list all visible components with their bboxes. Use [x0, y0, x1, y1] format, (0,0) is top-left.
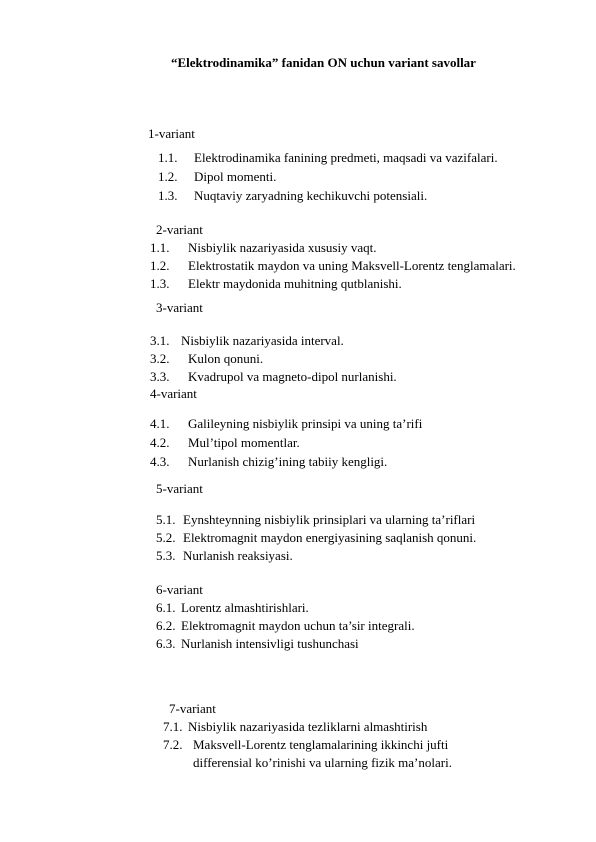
page-title: “Elektrodinamika” fanidan ON uchun variant savollar: [171, 55, 476, 70]
item-number: 6.3.: [156, 636, 176, 651]
variant-2-heading: 2-variant: [156, 222, 203, 237]
list-item: [156, 530, 476, 546]
item-number: 5.1.: [156, 512, 176, 527]
list-item: [163, 719, 427, 735]
item-text: Nurlanish chizig’ining tabiiy kengligi.: [188, 454, 388, 469]
item-number: 7.2.: [163, 737, 183, 752]
list-item: [150, 416, 422, 432]
item-text: Elektromagnit maydon energiyasining saqlanish qonuni.: [183, 530, 477, 545]
list-item: [158, 169, 276, 185]
item-text: Elektrodinamika fanining predmeti, maqsadi va vazifalari.: [194, 150, 498, 165]
item-text: Lorentz almashtirishlari.: [181, 600, 309, 615]
item-text: Nisbiylik nazariyasida tezliklarni almashtirish: [188, 719, 428, 734]
item-text: Elektr maydonida muhitning qutblanishi.: [188, 276, 402, 291]
item-number: 3.1.: [150, 333, 170, 348]
item-number: 1.2.: [158, 169, 178, 184]
item-number: 4.3.: [150, 454, 170, 469]
item-text: Galileyning nisbiylik prinsipi va uning ta’rifi: [188, 416, 423, 431]
item-number: 1.3.: [150, 276, 170, 291]
item-text: Eynshteynning nisbiylik prinsiplari va ularning ta’riflari: [183, 512, 476, 527]
list-item: [150, 351, 263, 367]
list-item: [150, 454, 387, 470]
item-text: Mul’tipol momentlar.: [188, 435, 300, 450]
list-item: [158, 150, 498, 166]
item-text: Kvadrupol va magneto-dipol nurlanishi.: [188, 369, 397, 384]
item-text: Elektromagnit maydon uchun ta’sir integrali.: [181, 618, 415, 633]
item-number: 4.1.: [150, 416, 170, 431]
list-item: [150, 435, 300, 451]
item-text: Nisbiylik nazariyasida interval.: [181, 333, 344, 348]
list-item: [158, 188, 427, 204]
list-item: [150, 276, 402, 292]
item-text: Nurlanish intensivligi tushunchasi: [181, 636, 359, 651]
item-number: 3.2.: [150, 351, 170, 366]
item-text: Dipol momenti.: [194, 169, 277, 184]
item-number: 3.3.: [150, 369, 170, 384]
item-number: 6.1.: [156, 600, 176, 615]
item-number: 1.1.: [150, 240, 170, 255]
item-text: Nisbiylik nazariyasida xususiy vaqt.: [188, 240, 377, 255]
item-text: Elektrostatik maydon va uning Maksvell-Lorentz tenglamalari.: [188, 258, 516, 273]
item-text: Nuqtaviy zaryadning kechikuvchi potensiali.: [194, 188, 428, 203]
item-number: 5.3.: [156, 548, 176, 563]
item-text: Nurlanish reaksiyasi.: [183, 548, 293, 563]
list-item: [156, 600, 309, 616]
variant-4-heading: 4-variant: [150, 386, 197, 401]
item-text: Maksvell-Lorentz tenglamalarining ikkinchi jufti: [193, 737, 449, 752]
item-number: 5.2.: [156, 530, 176, 545]
item-number: 1.3.: [158, 188, 178, 203]
item-number: 7.1.: [163, 719, 183, 734]
variant-1-heading: 1-variant: [148, 126, 195, 141]
list-item: [156, 548, 293, 564]
list-item: [156, 512, 475, 528]
item-number: 4.2.: [150, 435, 170, 450]
list-item: [150, 333, 344, 349]
list-item: [150, 258, 516, 274]
item-number: 1.1.: [158, 150, 178, 165]
list-item: [156, 618, 415, 634]
item-number: 1.2.: [150, 258, 170, 273]
list-item: [150, 369, 397, 385]
variant-3-heading: 3-variant: [156, 300, 203, 315]
variant-5-heading: 5-variant: [156, 481, 203, 496]
item-number: 6.2.: [156, 618, 176, 633]
list-item: [163, 737, 448, 753]
list-item: [150, 240, 376, 256]
list-item: [156, 636, 359, 652]
list-item-continuation: differensial ko’rinishi va ularning fizik ma’nolari.: [193, 755, 452, 770]
item-text: Kulon qonuni.: [188, 351, 264, 366]
variant-7-heading: 7-variant: [169, 701, 216, 716]
variant-6-heading: 6-variant: [156, 582, 203, 597]
